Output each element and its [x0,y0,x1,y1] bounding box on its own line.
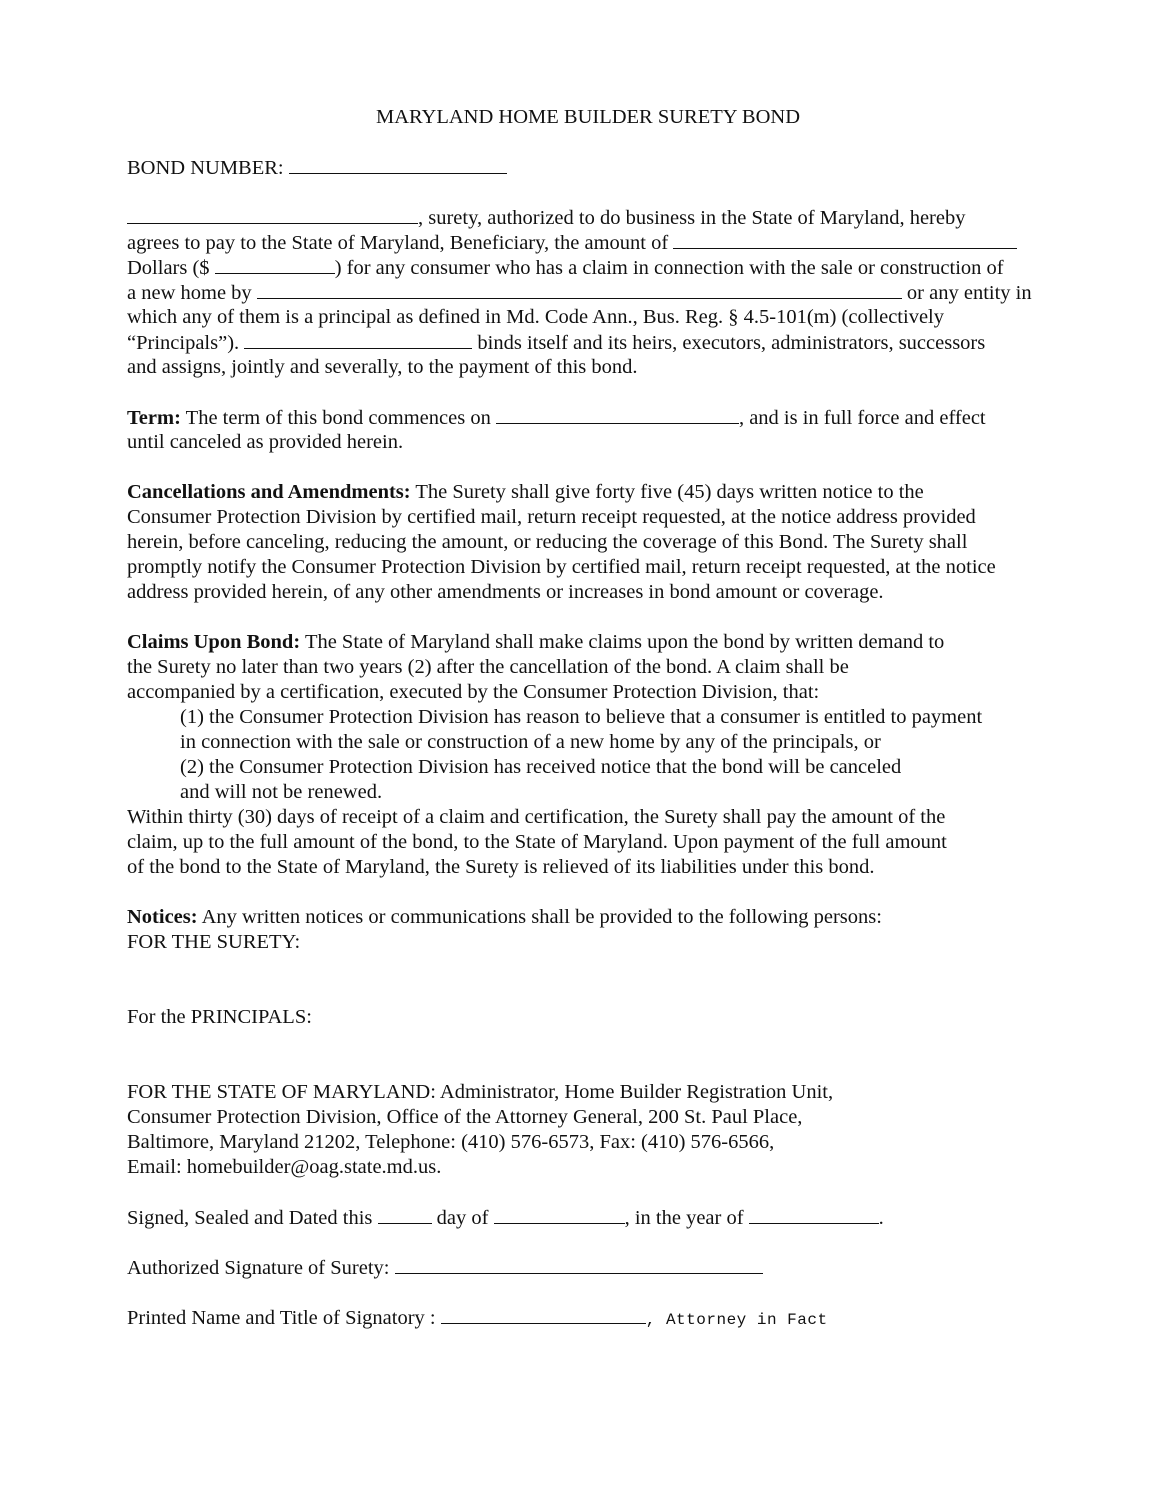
claims-text-1: The State of Maryland shall make claims upon the bond by written demand to [304,631,945,653]
bond-amount-numeric-field[interactable] [215,255,335,274]
notices-line-1 [127,905,882,930]
signed-line [127,1205,884,1231]
state-address-line-1: FOR THE STATE OF MARYLAND: Administrator, Home Builder Registration Unit, [127,1081,834,1103]
state-address-line-3: Baltimore, Maryland 21202, Telephone: (410) 576-6573, Fax: (410) 576-6566, [127,1131,775,1153]
intro-text-1: , surety, authorized to do business in the State of Maryland, hereby [418,207,966,229]
surety-name-field[interactable] [127,205,418,224]
intro-line-4 [127,280,1032,306]
claims-item-1b: in connection with the sale or construction of a new home by any of the principals, or [180,731,881,753]
principal-name-field[interactable] [257,280,902,299]
for-the-principals: For the PRINCIPALS: [127,1006,312,1028]
signature-label: Authorized Signature of Surety: [127,1257,390,1279]
intro-text-3: ) for any consumer who has a claim in connection with the sale or construction of [334,257,1004,279]
term-text-1a: The term of this bond commences on [185,407,491,429]
signed-text-b: day of [436,1207,489,1229]
claims-line-4: Within thirty (30) days of receipt of a claim and certification, the Surety shall pay the amount of the [127,806,946,828]
claims-line-3: accompanied by a certification, executed by the Consumer Protection Division, that: [127,681,820,703]
signed-text-c: , in the year of [624,1207,744,1229]
signature-line [127,1255,763,1281]
intro-line-6 [127,330,985,356]
term-heading: Term: [127,407,181,429]
bond-number-field[interactable] [289,155,507,174]
term-line-2: until canceled as provided herein. [127,431,404,453]
term-line-1 [127,405,986,431]
printed-name-field[interactable] [441,1305,646,1324]
cancellations-heading: Cancellations and Amendments: [127,481,411,503]
term-start-date-field[interactable] [496,405,739,424]
intro-text-4b: or any entity in [906,282,1032,304]
cancellations-line-1 [127,480,924,505]
signed-text-a: Signed, Sealed and Dated this [127,1207,373,1229]
document-title: MARYLAND HOME BUILDER SURETY BOND [375,106,801,128]
attorney-in-fact-text: , Attorney in Fact [645,1311,828,1329]
term-text-1b: , and is in full force and effect [738,407,986,429]
claims-line-2: the Surety no later than two years (2) after the cancellation of the bond. A claim shall be [127,656,849,678]
intro-line-2 [127,230,1017,256]
notices-heading: Notices: [127,906,198,928]
sign-year-field[interactable] [749,1205,879,1224]
cancellations-line-3: herein, before canceling, reducing the amount, or reducing the coverage of this Bond. The Surety shall [127,531,968,553]
notices-text-1: Any written notices or communications shall be provided to the following persons: [201,906,882,928]
cancellations-line-5: address provided herein, of any other amendments or increases in bond amount or coverage. [127,581,884,603]
cancellations-line-2: Consumer Protection Division by certified mail, return receipt requested, at the notice address provided [127,506,976,528]
claims-item-2b: and will not be renewed. [180,781,383,803]
printed-name-line [127,1305,828,1333]
cancellations-line-4: promptly notify the Consumer Protection Division by certified mail, return receipt requested, at the notice [127,556,996,578]
claims-line-1 [127,630,944,655]
state-address-line-4: Email: homebuilder@oag.state.md.us. [127,1156,442,1178]
principals-field[interactable] [244,330,472,349]
intro-text-2: agrees to pay to the State of Maryland, Beneficiary, the amount of [127,232,669,254]
intro-text-4a: a new home by [127,282,252,304]
intro-line-1 [127,205,965,231]
intro-text-6a: “Principals”). [127,332,240,354]
claims-heading: Claims Upon Bond: [127,631,301,653]
for-the-surety: FOR THE SURETY: [127,931,301,953]
bond-number-label: BOND NUMBER: [127,157,284,179]
state-address-line-2: Consumer Protection Division, Office of the Attorney General, 200 St. Paul Place, [127,1106,803,1128]
signed-text-d: . [878,1207,884,1229]
claims-item-2a: (2) the Consumer Protection Division has received notice that the bond will be canceled [180,756,902,778]
dollars-label: Dollars ($ [127,257,210,279]
claims-line-6: of the bond to the State of Maryland, the Surety is relieved of its liabilities under this bond. [127,856,875,878]
cancellations-text-1: The Surety shall give forty five (45) days written notice to the [415,481,924,503]
sign-month-field[interactable] [494,1205,625,1224]
surety-signature-field[interactable] [395,1255,763,1274]
intro-line-7: and assigns, jointly and severally, to the payment of this bond. [127,356,638,378]
claims-item-1a: (1) the Consumer Protection Division has reason to believe that a consumer is entitled to payment [180,706,983,728]
intro-line-3 [127,255,1004,281]
bond-number-line [127,155,507,181]
intro-text-6b: binds itself and its heirs, executors, administrators, successors [477,332,986,354]
printed-name-label: Printed Name and Title of Signatory : [127,1307,436,1329]
sign-day-field[interactable] [378,1205,432,1224]
intro-line-5: which any of them is a principal as defined in Md. Code Ann., Bus. Reg. § 4.5-101(m) (collectively [127,306,944,328]
claims-line-5: claim, up to the full amount of the bond, to the State of Maryland. Upon payment of the full amount [127,831,947,853]
bond-amount-words-field[interactable] [673,230,1017,249]
